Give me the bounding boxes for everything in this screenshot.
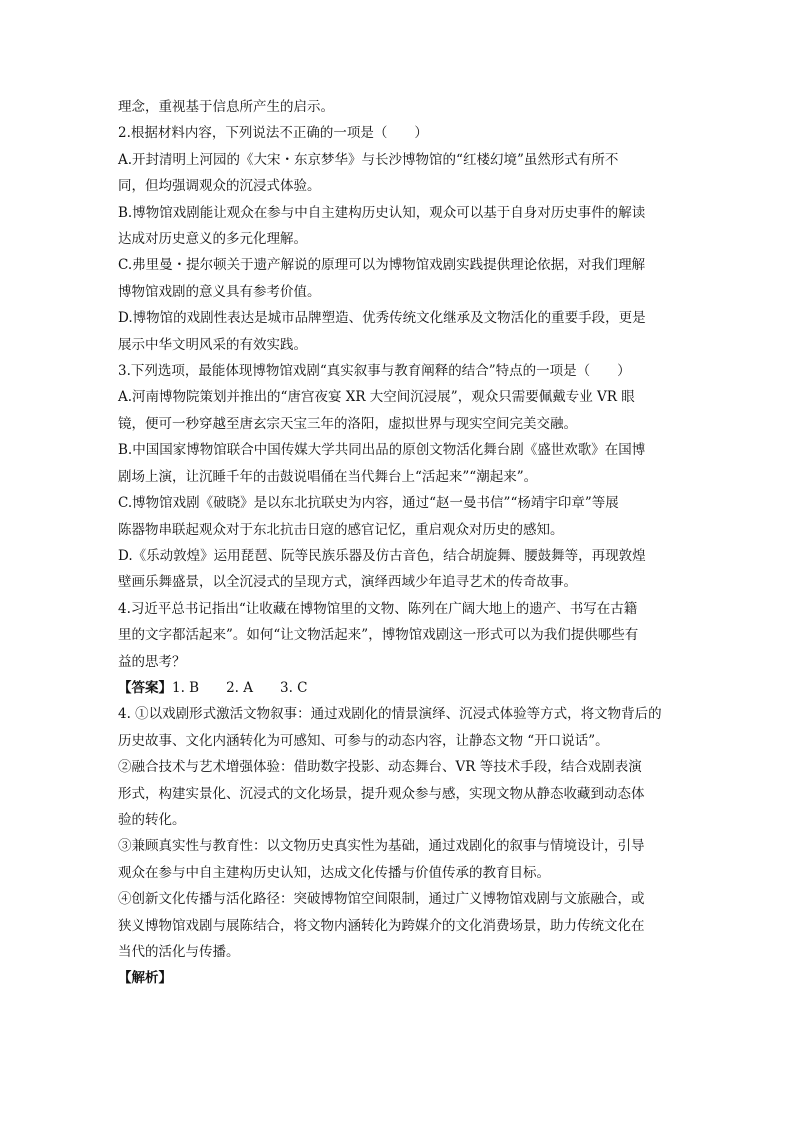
text-line: D.《乐动敦煌》运用琵琶、阮等民族乐器及仿古音色，结合胡旋舞、腰鼓舞等，再现敦煌	[118, 547, 646, 564]
text-line: 同，但均强调观众的沉浸式体验。	[118, 178, 321, 195]
text-line: 益的思考？	[118, 653, 186, 670]
explanation-line: ③兼顾真实性与教育性：以文物历史真实性为基础，通过戏剧化的叙事与情境设计，引导	[118, 838, 645, 855]
explanation-line: 历史故事、文化内涵转化为可感知、可参与的动态内容，让静态文物 “开口说话”。	[118, 732, 609, 749]
answer-value: 1. B 2. A 3. C	[172, 679, 308, 696]
text-line: 镜，便可一秒穿越至唐玄宗天宝三年的洛阳，虚拟世界与现实空间完美交融。	[118, 415, 577, 432]
text-line: B.中国国家博物馆联合中国传媒大学共同出品的原创文物活化舞台剧《盛世欢歌》在国博	[118, 442, 646, 459]
question-3-stem: 3.下列选项，最能体现博物馆戏剧“真实叙事与教育阐释的结合”特点的一项是（ ）	[118, 363, 631, 380]
text-line: 达成对历史意义的多元化理解。	[118, 231, 307, 248]
explanation-line: ②融合技术与艺术增强体验：借助数字投影、动态舞台、VR 等技术手段，结合戏剧表演	[118, 759, 642, 776]
explanation-line: 观众在参与中自主建构历史认知，达成文化传播与价值传承的教育目标。	[118, 864, 550, 881]
text-line: 理念，重视基于信息所产生的启示。	[118, 99, 334, 115]
explanation-line: 当代的活化与传播。	[118, 944, 240, 960]
explanation-line: ④创新文化传播与活化路径：突破博物馆空间限制，通过广义博物馆戏剧与文旅融合，或	[118, 891, 645, 908]
text-line: A.开封清明上河园的《大宋・东京梦华》与长沙博物馆的“红楼幻境”虽然形式有所不	[118, 151, 619, 168]
explanation-line: 狭义博物馆戏剧与展陈结合，将文物内涵转化为跨媒介的文化消费场景，助力传统文化在	[118, 917, 645, 934]
text-line: C.弗里曼・提尔顿关于遗产解说的原理可以为博物馆戏剧实践提供理论依据，对我们理解	[118, 257, 646, 274]
text-line: 展示中华文明风采的有效实践。	[118, 336, 307, 353]
text-line: B.博物馆戏剧能让观众在参与中自主建构历史认知，观众可以基于自身对历史事件的解读	[118, 204, 646, 221]
text-line: 里的文字都活起来”。如何“让文物活起来”，博物馆戏剧这一形式可以为我们提供哪些有	[118, 627, 639, 644]
answer-label: 【答案】	[118, 679, 172, 696]
text-line: 博物馆戏剧的意义具有参考价值。	[118, 283, 321, 300]
analysis-label: 【解析】	[118, 970, 172, 987]
question-2-stem: 2.根据材料内容，下列说法不正确的一项是（ ）	[118, 125, 428, 142]
document-page	[118, 94, 678, 992]
text-line: 剧场上演，让沉睡千年的击鼓说唱俑在当代舞台上“活起来”“潮起来”。	[118, 468, 538, 485]
explanation-line: 4. ①以戏剧形式激活文物叙事：通过戏剧化的情景演绎、沉浸式体验等方式，将文物背后的	[118, 706, 662, 723]
text-line: 壁画乐舞盛景，以全沉浸式的呈现方式，演绎西域少年追寻艺术的传奇故事。	[118, 574, 577, 591]
explanation-line: 验的转化。	[118, 811, 186, 828]
text-line: D.博物馆的戏剧性表达是城市品牌塑造、优秀传统文化继承及文物活化的重要手段，更是	[118, 310, 646, 327]
text-line: A.河南博物院策划并推出的“唐宫夜宴 XR 大空间沉浸展”，观众只需要佩戴专业 VR 眼	[118, 389, 635, 406]
text-line: C.博物馆戏剧《破晓》是以东北抗联史为内容，通过“赵一曼书信”“杨靖宇印章”等展	[118, 495, 619, 512]
question-4-stem: 4.习近平总书记指出“让收藏在博物馆里的文物、陈列在广阔大地上的遗产、书写在古籍	[118, 600, 638, 617]
answer-line	[118, 675, 678, 701]
text-line: 陈器物串联起观众对于东北抗击日寇的感官记忆，重启观众对历史的感知。	[118, 521, 564, 538]
explanation-line: 形式，构建实景化、沉浸式的文化场景，提升观众参与感，实现文物从静态收藏到动态体	[118, 785, 645, 802]
